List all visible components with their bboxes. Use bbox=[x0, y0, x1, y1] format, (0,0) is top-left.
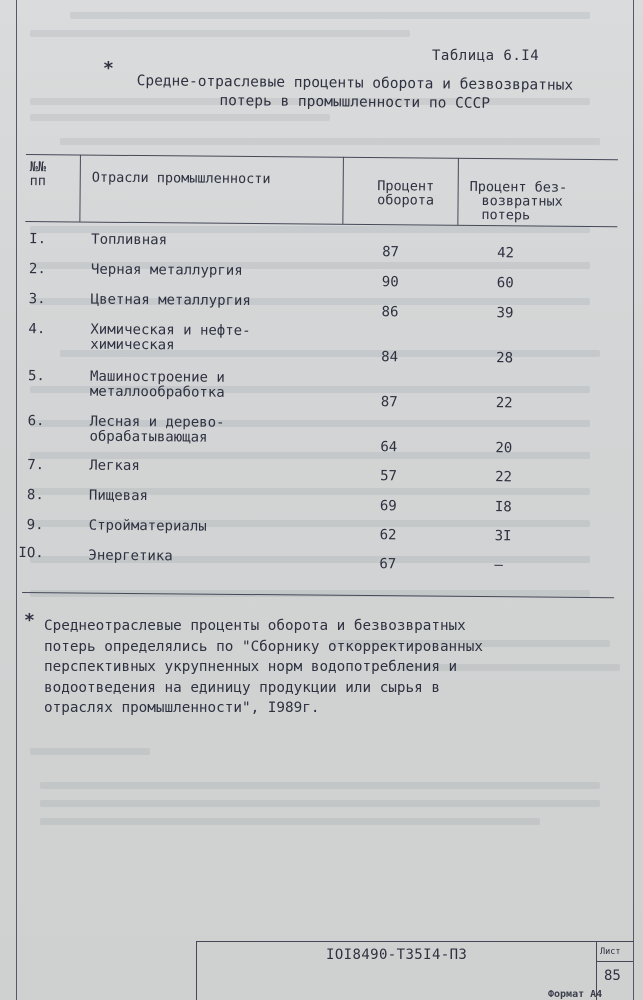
document-code: IOI8490-Т35I4-ПЗ bbox=[326, 947, 468, 963]
row-10-industry: Энергетика bbox=[88, 547, 173, 565]
header-turnover: Процент оборота bbox=[377, 178, 435, 209]
sheet-number: 85 bbox=[604, 968, 621, 984]
header-industry: Отрасли промышленности bbox=[91, 169, 271, 188]
footnote-line-3: перспективных укрупненных норм водопотребления и bbox=[44, 659, 458, 676]
table-title-line-2: потерь в промышленности по СССР bbox=[219, 93, 491, 112]
row-7-num: 7. bbox=[27, 457, 45, 474]
row-4-turnover: 84 bbox=[381, 349, 399, 366]
row-8-turnover: 69 bbox=[379, 498, 397, 515]
row-5-num: 5. bbox=[27, 368, 45, 385]
row-2-industry: Черная металлургия bbox=[90, 261, 243, 279]
footnote-line-2: потерь определялись по "Сборнику откорректированных bbox=[44, 638, 483, 655]
data-table bbox=[16, 148, 620, 603]
row-4-num: 4. bbox=[28, 321, 46, 338]
row-8-num: 8. bbox=[26, 487, 44, 504]
row-9-num: 9. bbox=[26, 517, 44, 534]
row-6-losses: 20 bbox=[495, 440, 513, 457]
row-10-losses: – bbox=[494, 557, 503, 574]
row-1-industry: Топливная bbox=[91, 231, 168, 249]
col-separator-num bbox=[79, 155, 81, 222]
row-1-turnover: 87 bbox=[382, 244, 400, 261]
row-3-losses: 39 bbox=[496, 305, 514, 322]
row-5-losses: 22 bbox=[495, 395, 513, 412]
table-top-rule bbox=[26, 154, 618, 160]
row-3-turnover: 86 bbox=[381, 304, 399, 321]
row-6-turnover: 64 bbox=[380, 439, 398, 456]
row-6-industry: Лесная и дерево- обрабатывающая bbox=[89, 413, 225, 446]
footnote-line-1: Среднеотраслевые проценты оборота и безвозвратных bbox=[44, 618, 466, 634]
footnote-line-4: водоотведения на единицу продукции или сырья в bbox=[44, 679, 440, 696]
row-4-industry: Химическая и нефте- химическая bbox=[90, 321, 251, 354]
paper-format-label: Формат А4 bbox=[548, 989, 603, 1000]
row-7-turnover: 57 bbox=[380, 468, 398, 485]
row-9-losses: 3I bbox=[494, 528, 512, 545]
row-5-turnover: 87 bbox=[380, 394, 398, 411]
table-title-line-1: Средне-отраслевые проценты оборота и безвозвратных bbox=[136, 73, 574, 94]
row-8-industry: Пищевая bbox=[88, 487, 149, 505]
row-7-losses: 22 bbox=[495, 469, 513, 486]
row-3-num: 3. bbox=[28, 291, 46, 308]
footnote-mark: * bbox=[24, 610, 35, 631]
row-5-industry: Машиностроение и металлообработка bbox=[89, 368, 225, 401]
table-title bbox=[120, 72, 590, 115]
sheet-label: Лист bbox=[600, 947, 621, 957]
title-footnote-mark: * bbox=[103, 58, 114, 79]
header-losses: Процент без- возвратных потерь bbox=[469, 178, 568, 224]
row-6-num: 6. bbox=[27, 413, 45, 430]
row-2-losses: 60 bbox=[496, 275, 514, 292]
row-2-num: 2. bbox=[28, 261, 46, 278]
footnote-text bbox=[44, 616, 483, 719]
row-9-industry: Стройматериалы bbox=[88, 517, 207, 535]
row-3-industry: Цветная металлургия bbox=[90, 291, 251, 310]
col-separator-turnover bbox=[457, 158, 459, 225]
table-bottom-rule bbox=[22, 592, 614, 598]
row-7-industry: Легкая bbox=[89, 457, 140, 475]
table-number-label: Таблица 6.I4 bbox=[432, 48, 540, 64]
header-num: №№ пп bbox=[29, 159, 47, 190]
row-10-num: IO. bbox=[18, 545, 44, 562]
row-4-losses: 28 bbox=[496, 350, 514, 367]
col-separator-industry bbox=[342, 157, 344, 224]
frame-right-border bbox=[633, 0, 634, 1000]
row-1-losses: 42 bbox=[497, 245, 515, 262]
row-1-num: I. bbox=[29, 231, 47, 248]
sheet-cell-divider bbox=[596, 961, 633, 962]
row-10-turnover: 67 bbox=[379, 556, 397, 573]
row-2-turnover: 90 bbox=[381, 274, 399, 291]
row-8-losses: I8 bbox=[494, 499, 512, 516]
row-9-turnover: 62 bbox=[379, 527, 397, 544]
footnote-line-5: отраслях промышленности", I989г. bbox=[44, 700, 320, 717]
